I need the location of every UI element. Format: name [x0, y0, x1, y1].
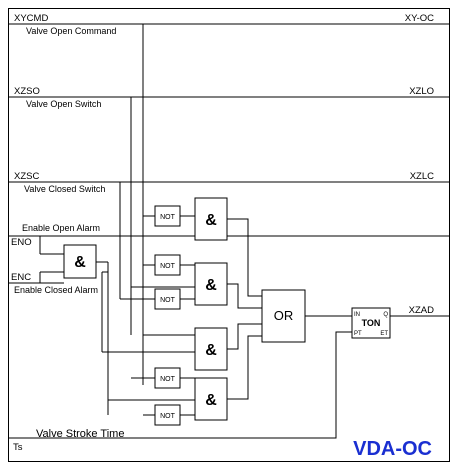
not-gate-3	[155, 289, 180, 309]
not-gate-5	[155, 405, 180, 425]
enc-label: ENC	[11, 272, 32, 283]
vertical-taps	[102, 24, 143, 415]
not-gate-4	[155, 368, 180, 388]
gate-input-wiring	[102, 216, 195, 415]
svg-text:Q: Q	[383, 312, 388, 318]
not-gate-1	[155, 206, 180, 226]
and-gate-3	[195, 328, 227, 370]
eno-desc: Enable Open Alarm	[22, 223, 101, 233]
eno-label: ENO	[11, 237, 32, 248]
xzsc-label: XZSC	[14, 171, 40, 182]
not-gate-2	[155, 255, 180, 275]
diagram-title: VDA-OC	[353, 438, 432, 460]
or-input-wiring	[227, 219, 262, 399]
enable-and-gate	[64, 245, 96, 278]
svg-text:ET: ET	[380, 331, 388, 337]
ts-desc: Valve Stroke Time	[36, 428, 125, 440]
svg-text:NOT: NOT	[160, 413, 175, 420]
xycmd-desc: Valve Open Command	[26, 26, 117, 36]
svg-text:&: &	[205, 212, 217, 229]
svg-text:NOT: NOT	[160, 297, 175, 304]
svg-text:NOT: NOT	[160, 214, 175, 221]
svg-text:&: &	[205, 392, 217, 409]
xzlc-label: XZLC	[409, 171, 434, 182]
xycmd-label: XYCMD	[14, 13, 49, 24]
xy-oc-label: XY-OC	[404, 13, 434, 24]
xzso-desc: Valve Open Switch	[26, 99, 102, 109]
or-gate	[262, 290, 305, 342]
svg-text:&: &	[74, 254, 86, 271]
xzsc-desc: Valve Closed Switch	[24, 184, 106, 194]
enc-desc: Enable Closed Alarm	[14, 285, 99, 295]
and-gate-4	[195, 378, 227, 420]
svg-text:&: &	[205, 342, 217, 359]
ts-label: Ts	[13, 442, 23, 453]
xzso-label: XZSO	[14, 86, 40, 97]
and-gate-1	[195, 198, 227, 240]
svg-text:TON: TON	[361, 318, 381, 328]
svg-text:NOT: NOT	[160, 263, 175, 270]
xzlo-label: XZLO	[409, 86, 434, 97]
svg-text:&: &	[205, 277, 217, 294]
and-gate-2	[195, 263, 227, 305]
diagram-frame	[9, 9, 450, 462]
svg-text:NOT: NOT	[160, 376, 175, 383]
svg-text:OR: OR	[273, 308, 294, 323]
xzad-label: XZAD	[408, 305, 434, 316]
ton-timer	[352, 308, 390, 338]
svg-text:IN: IN	[354, 312, 360, 318]
svg-text:PT: PT	[354, 331, 362, 337]
